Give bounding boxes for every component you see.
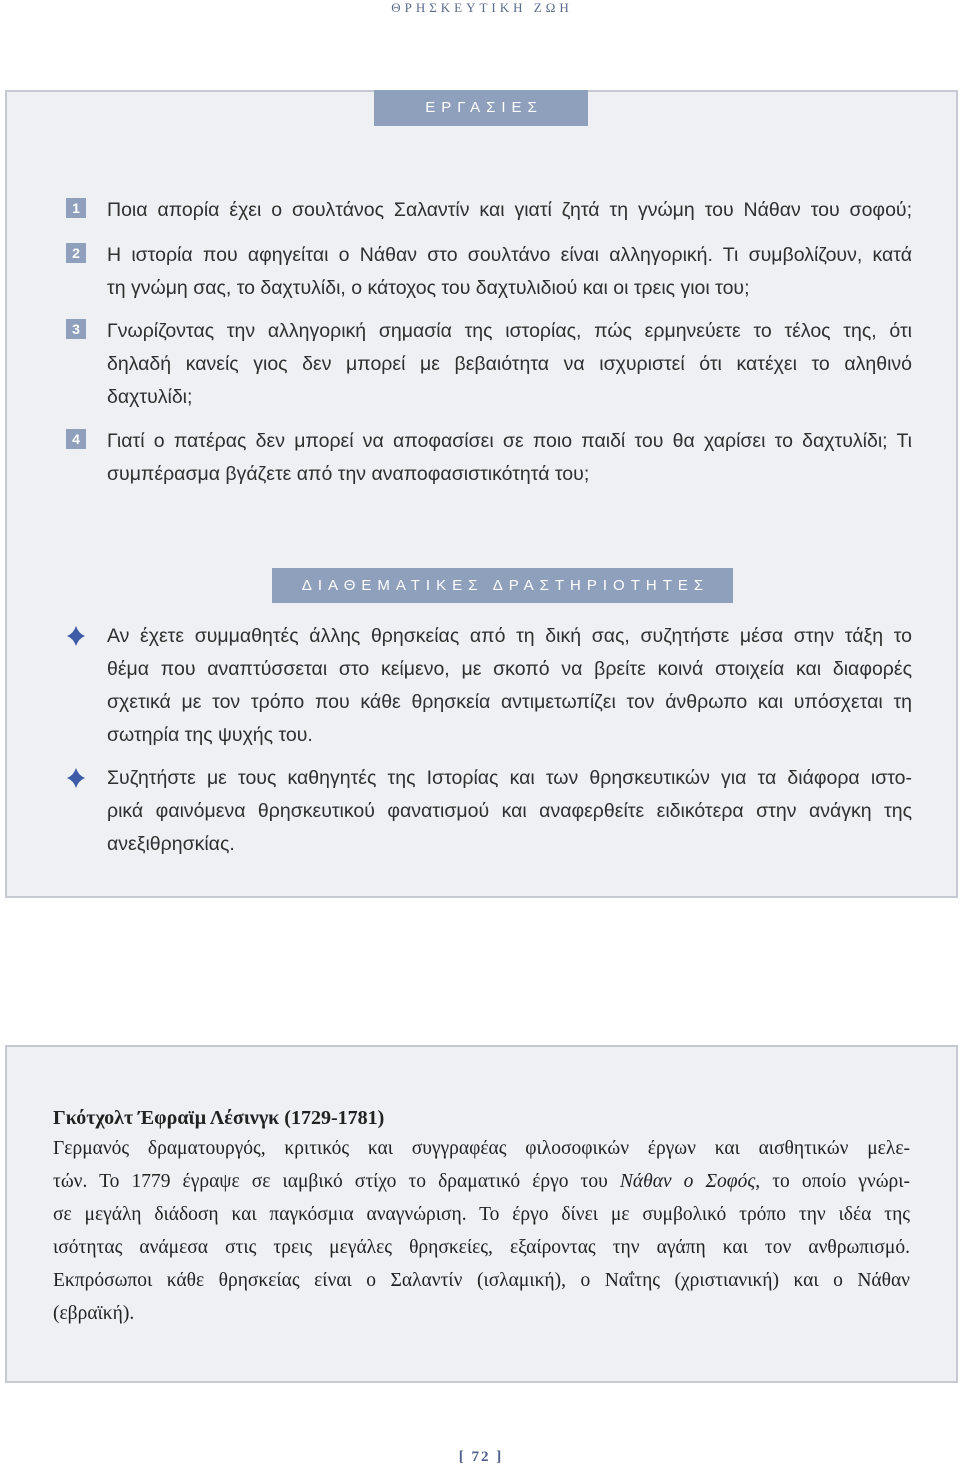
activity-text-line: σχετικά με τον τρόπο που κάθε θρησκεία αντιμετωπίζει τον άνθρωπο και υπόσχεται τη (107, 691, 912, 713)
activity-text-line: θέμα που αναπτύσσεται στο κείμενο, με σκοπό να βρείτε κοινά στοιχεία και διαφορές (107, 658, 912, 680)
biography-text-line (53, 1165, 910, 1198)
activities-title: ΔΙΑΘΕΜΑΤΙΚΕΣ ΔΡΑΣΤΗΡΙΟΤΗΤΕΣ (272, 568, 733, 603)
exercise-text-line: συμπέρασμα βγάζετε από την αναποφασιστικότητά του; (107, 463, 590, 485)
exercise-number-badge: 1 (66, 198, 86, 218)
biography-text-line: σε μεγάλη διάδοση και παγκόσμια αναγνώριση. Το έργο δίνει με συμβολικό τρόπο την ιδέα της (53, 1204, 910, 1225)
activity-text-line: Αν έχετε συμμαθητές άλλης θρησκείας από τη δική σας, συζητήστε μέσα στην τάξη το (107, 625, 912, 647)
page-number: [ 72 ] (458, 1449, 504, 1465)
biography-text-line: Εκπρόσωποι κάθε θρησκείας είναι ο Σαλαντίν (ισλαμική), ο Ναΐτης (χριστιανική) και ο Νάθαν (53, 1270, 910, 1291)
diamond-bullet-icon (66, 626, 86, 646)
exercise-text-line: δαχτυλίδι; (107, 386, 193, 408)
biography-heading: Γκότχολτ Έφραϊμ Λέσινγκ (1729-1781) (53, 1107, 385, 1129)
exercise-text-line: Ποια απορία έχει ο σουλτάνος Σαλαντίν και γιατί ζητά τη γνώμη του Νάθαν του σοφού; (107, 199, 912, 221)
exercise-text-line: Η ιστορία που αφηγείται ο Νάθαν στο σουλτάνο είναι αλληγορική. Τι συμβολίζουν, κατά (107, 244, 912, 266)
diamond-bullet-icon (66, 768, 86, 788)
exercise-number-badge: 3 (66, 319, 86, 339)
exercise-text-line: τη γνώμη σας, το δαχτυλίδι, ο κάτοχος του δαχτυλιδιού και οι τρεις γιοι του; (107, 277, 750, 299)
activity-text-line: ρικά φαινόμενα θρησκευτικού φανατισμού και αναφερθείτε ειδικότερα στην ανάγκη της (107, 800, 912, 822)
biography-text-line: Γερμανός δραματουργός, κριτικός και συγγραφέας φιλοσοφικών έργων και αισθητικών μελε- (53, 1138, 910, 1159)
running-header: ΘΡΗΣΚΕΥΤΙΚΗ ΖΩΗ (391, 0, 573, 15)
activity-item (107, 762, 912, 861)
activity-text-line: ανεξιθρησκίας. (107, 833, 235, 855)
exercise-item (72, 425, 912, 491)
exercise-item (72, 315, 912, 414)
exercise-number-badge: 4 (66, 429, 86, 449)
biography-text-line: (εβραϊκή). (53, 1303, 135, 1324)
activity-text-line: σωτηρία της ψυχής του. (107, 724, 313, 746)
biography (53, 1102, 910, 1330)
biography-text-segment: τών. Το 1779 έγραψε σε ιαμβικό στίχο το δραματικό έργο του (53, 1171, 620, 1192)
exercise-item (72, 194, 912, 227)
biography-text-segment: , το οποίο γνώρι- (755, 1171, 911, 1192)
exercise-text-line: Γνωρίζοντας την αλληγορική σημασία της ιστορίας, πώς ερμηνεύετε το τέλος της, ότι (107, 320, 912, 342)
exercises-title: ΕΡΓΑΣΙΕΣ (374, 90, 588, 126)
exercise-item (72, 239, 912, 305)
biography-text-line: ισότητας ανάμεσα στις τρεις μεγάλες θρησκείες, εξαίροντας την αγάπη και τον ανθρωπισμό. (53, 1237, 910, 1258)
exercise-text-line: δηλαδή κανείς γιος δεν μπορεί με βεβαιότητα να ισχυριστεί ότι κατέχει το αληθινό (107, 353, 912, 375)
exercise-number-badge: 2 (66, 243, 86, 263)
activity-item (107, 620, 912, 752)
work-title: Νάθαν ο Σοφός (619, 1171, 756, 1192)
activity-text-line: Συζητήστε με τους καθηγητές της Ιστορίας και των θρησκευτικών για τα διάφορα ιστο- (107, 767, 912, 789)
exercise-text-line: Γιατί ο πατέρας δεν μπορεί να αποφασίσει σε ποιο παιδί του θα χαρίσει το δαχτυλίδι; Τι (107, 430, 912, 452)
